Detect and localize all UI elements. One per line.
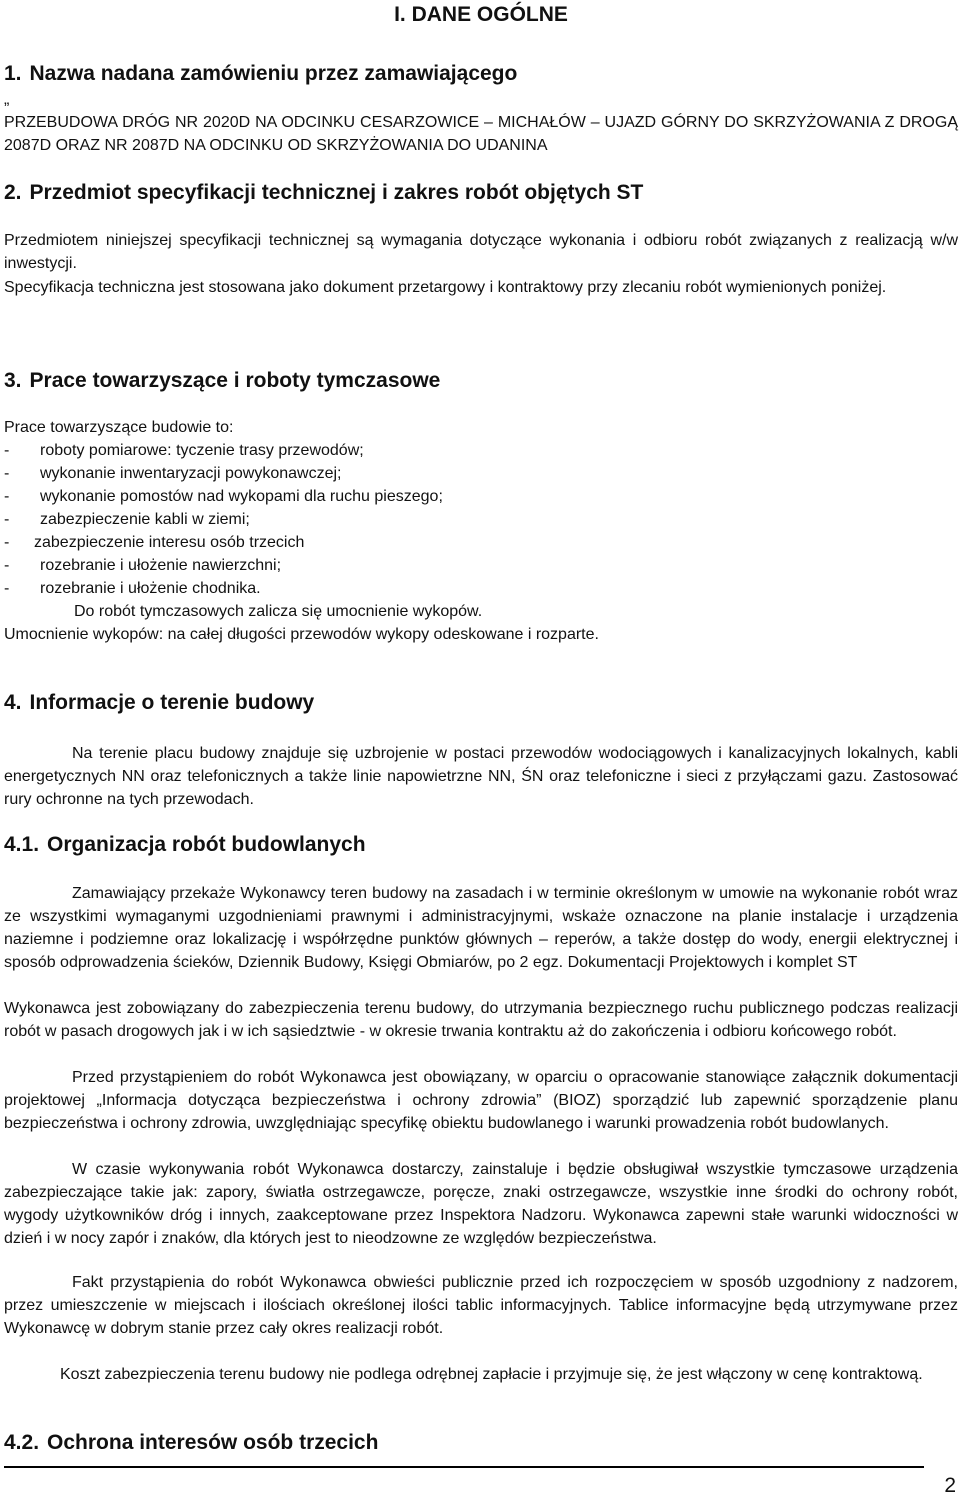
section-4-1-heading: [4, 833, 366, 857]
list-item: - rozebranie i ułożenie chodnika.: [4, 580, 261, 597]
section-4-heading: [4, 691, 314, 715]
temporary-works-note: Do robót tymczasowych zalicza się umocnienie wykopów.: [74, 603, 483, 620]
list-item: - wykonanie inwentaryzacji powykonawczej;: [4, 465, 342, 482]
section-number: 4.2.: [4, 1431, 40, 1454]
section-4-1-paragraph-6: Koszt zabezpieczenia terenu budowy nie podlega odrębnej zapłacie i przyjmuje się, że jest włączony w cenę kontraktową.: [60, 1366, 923, 1383]
section-title: Prace towarzyszące i roboty tymczasowe: [29, 369, 441, 392]
list-item: - rozebranie i ułożenie nawierzchni;: [4, 557, 282, 574]
section-4-1-paragraph-5: Fakt przystąpienia do robót Wykonawca obwieści publicznie przed ich rozpoczęciem w sposób uzgodniony z nadzorem, przez umieszczenie w miejscach i ilościach określonej ilości tablic informacyjnych. Tablice informacyjne będą utrzymywane przez Wykonawcę w dobrym stanie przez cały okres realizacji robót.: [4, 1274, 958, 1337]
document-page: [4, 0, 958, 1501]
list-item: - zabezpieczenie kabli w ziemi;: [4, 511, 250, 528]
list-item: - wykonanie pomostów nad wykopami dla ruchu pieszego;: [4, 488, 443, 505]
section-4-1-paragraph-1: Zamawiający przekaże Wykonawcy teren budowy na zasadach i w terminie określonym w umowie na wykonanie robót wraz ze wszystkimi wymaganymi uzgodnieniami prawnymi i administracyjnymi, wskaże oznaczone na planie instalacje i urządzenia naziemne i podziemne oraz lokalizację i współrzędne punktów głównych – reperów, a także dostęp do wody, energii elektrycznej i sposób odprowadzenia ścieków, Dziennik Budowy, Księgi Obmiarów, po 2 egz. Dokumentacji Projektowych i komplet ST: [4, 885, 958, 971]
section-number: 4.: [4, 691, 22, 714]
footer-divider: [4, 1466, 924, 1468]
section-title: Organizacja robót budowlanych: [47, 833, 366, 856]
section-2-paragraph-2: Specyfikacja techniczna jest stosowana jako dokument przetargowy i kontraktowy przy zlecaniu robót wymienionych poniżej.: [4, 279, 887, 296]
section-4-1-paragraph-3: Przed przystąpieniem do robót Wykonawca jest obowiązany, w oparciu o opracowanie stanowiące załącznik dokumentacji projektowej „Informacja dotycząca bezpieczeństwa i ochrony zdrowia” (BIOZ) sporządzić lub zapewnić sporządzenie planu bezpieczeństwa i ochrony zdrowia, uwzględniając specyfikę obiektu budowlanego i warunki prowadzenia robót budowlanych.: [4, 1069, 958, 1132]
section-4-1-paragraph-4: W czasie wykonywania robót Wykonawca dostarczy, zainstaluje i będzie obsługiwał wszystkie tymczasowe urządzenia zabezpieczające takie jak: zapory, światła ostrzegawcze, poręcze, znaki ostrzegawcze, wszystkie inne środki do ochrony robót, wygody użytkowników dróg i innych, zaakceptowane przez Inspektora Nadzoru. Wykonawca zapewni stałe warunki widoczności w dzień i w nocy zapór i znaków, dla których jest to nieodzowne ze względów bezpieczeństwa.: [4, 1161, 958, 1247]
section-title: Ochrona interesów osób trzecich: [47, 1431, 379, 1454]
section-4-1-paragraph-2: Wykonawca jest zobowiązany do zabezpieczenia terenu budowy, do utrzymania bezpiecznego ruchu publicznego podczas realizacji robót w pasach drogowych jak i w ich sąsiedztwie - w okresie trwania kontraktu aż do zakończenia i odbioru końcowego robót.: [4, 1000, 958, 1040]
section-3-heading: [4, 369, 440, 393]
section-number: 4.1.: [4, 833, 40, 856]
list-item: - roboty pomiarowe: tyczenie trasy przewodów;: [4, 442, 364, 459]
section-2-paragraph-1: Przedmiotem niniejszej specyfikacji technicznej są wymagania dotyczące wykonania i odbioru robót związanych z realizacją w/w inwestycji.: [4, 232, 958, 272]
section-1-heading: [4, 62, 517, 86]
section-4-paragraph: Na terenie placu budowy znajduje się uzbrojenie w postaci przewodów wodociągowych i kanalizacyjnych lokalnych, kabli energetycznych NN oraz telefonicznych a także linie napowietrzne NN, ŚN oraz telefoniczne i sieci z przyłączami gazu. Zastosować rury ochronne na tych przewodach.: [4, 745, 958, 808]
section-2-heading: [4, 181, 643, 205]
section-title: Informacje o terenie budowy: [29, 691, 315, 714]
list-item: - zabezpieczenie interesu osób trzecich: [4, 534, 305, 551]
section-number: 3.: [4, 369, 22, 392]
section-title: Nazwa nadana zamówieniu przez zamawiającego: [29, 62, 518, 85]
section-4-2-heading: [4, 1431, 378, 1455]
page-number: 2: [944, 1474, 956, 1497]
section-number: 2.: [4, 181, 22, 204]
document-title: I. DANE OGÓLNE: [394, 3, 568, 26]
opening-quote-mark: „: [4, 91, 10, 108]
project-name-paragraph: PRZEBUDOWA DRÓG NR 2020D NA ODCINKU CESARZOWICE – MICHAŁÓW – UJAZD GÓRNY DO SKRZYŻOWANIA Z DROGĄ 2087D ORAZ NR 2087D NA ODCINKU OD SKRZYŻOWANIA DO UDANINA: [4, 114, 958, 154]
reinforcement-note: Umocnienie wykopów: na całej długości przewodów wykopy odeskowane i rozparte.: [4, 626, 599, 643]
section-3-intro: Prace towarzyszące budowie to:: [4, 419, 234, 436]
section-number: 1.: [4, 62, 22, 85]
section-title: Przedmiot specyfikacji technicznej i zakres robót objętych ST: [29, 181, 644, 204]
